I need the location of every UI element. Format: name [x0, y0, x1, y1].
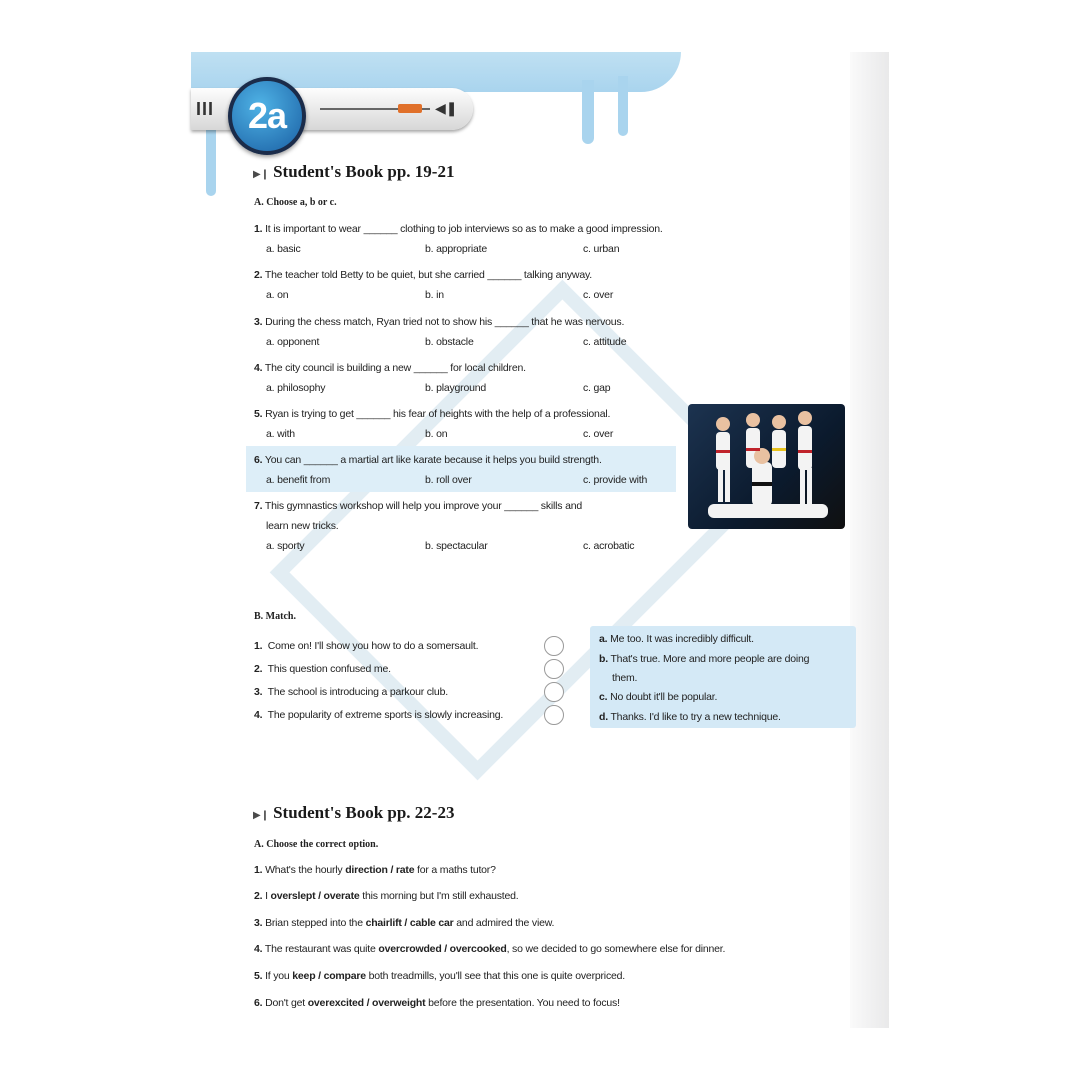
question-post: this morning but I'm still exhausted. — [359, 890, 519, 902]
page-edge-shadow — [850, 52, 889, 1028]
option-pair[interactable]: chairlift / cable car — [365, 917, 454, 929]
question — [254, 408, 610, 420]
match-text: This question confused me. — [267, 663, 391, 675]
question — [254, 864, 496, 876]
answer-circle[interactable] — [544, 659, 564, 679]
option-b[interactable]: b. playground — [425, 382, 487, 394]
option-c[interactable]: c. attitude — [583, 336, 627, 348]
question — [254, 223, 663, 235]
question-post: for a maths tutor? — [414, 864, 496, 876]
question-stem: The city council is building a new ______ for local children. — [264, 362, 526, 374]
option-b[interactable]: b. obstacle — [425, 336, 474, 348]
exercise-instruction: A. Choose a, b or c. — [254, 197, 337, 208]
match-right-item — [599, 711, 781, 723]
option-b[interactable]: b. in — [425, 289, 444, 301]
question-number: 4. — [254, 362, 263, 374]
banner-drip — [618, 76, 628, 136]
section-title-text: Student's Book pp. 22-23 — [273, 803, 455, 822]
question-pre: The restaurant was quite — [264, 943, 379, 955]
option-c[interactable]: c. over — [583, 289, 614, 301]
karate-kids-illustration — [688, 404, 845, 529]
option-a[interactable]: a. basic — [266, 243, 301, 255]
question — [254, 362, 526, 374]
question-number: 2. — [254, 890, 263, 902]
match-letter: b. — [599, 653, 608, 665]
option-pair[interactable]: keep / compare — [292, 970, 366, 982]
question-post: , so we decided to go somewhere else for dinner. — [506, 943, 726, 955]
question-pre: If you — [265, 970, 293, 982]
match-text: Me too. It was incredibly difficult. — [610, 633, 754, 645]
question-post: and admired the view. — [453, 917, 555, 929]
option-c[interactable]: c. gap — [583, 382, 611, 394]
section-title — [253, 162, 454, 182]
question-number: 5. — [254, 970, 263, 982]
match-left-item — [254, 640, 478, 652]
section-title — [253, 803, 454, 823]
option-a[interactable]: a. philosophy — [266, 382, 326, 394]
question-number: 6. — [254, 454, 263, 466]
book-audio-icon: ▶❙ — [253, 810, 270, 821]
question — [254, 970, 625, 982]
match-text: The school is introducing a parkour club. — [267, 686, 448, 698]
question-pre: What's the hourly — [265, 864, 346, 876]
option-b[interactable]: b. roll over — [425, 474, 472, 486]
option-b[interactable]: b. appropriate — [425, 243, 487, 255]
match-letter: d. — [599, 711, 608, 723]
question-pre: Don't get — [265, 997, 308, 1009]
question-number: 5. — [254, 408, 263, 420]
exercise-instruction: A. Choose the correct option. — [254, 839, 379, 850]
speaker-icon[interactable]: ◀❚ — [435, 100, 458, 116]
question-pre: Brian stepped into the — [265, 917, 366, 929]
option-b[interactable]: b. on — [425, 428, 448, 440]
option-c[interactable]: c. acrobatic — [583, 540, 635, 552]
question-number: 2. — [254, 269, 263, 281]
book-audio-icon: ▶❙ — [253, 169, 270, 180]
question-number: 3. — [254, 917, 263, 929]
question — [254, 917, 554, 929]
match-right-item — [599, 653, 809, 665]
answer-circle[interactable] — [544, 682, 564, 702]
match-right-item — [599, 691, 717, 703]
karate-kids-photo — [688, 404, 845, 529]
option-c[interactable]: c. urban — [583, 243, 620, 255]
option-a[interactable]: a. on — [266, 289, 289, 301]
match-number: 3. — [254, 686, 263, 698]
question-number: 1. — [254, 864, 263, 876]
option-c[interactable]: c. over — [583, 428, 614, 440]
question-stem: You can ______ a martial art like karate because it helps you build strength. — [264, 454, 602, 466]
match-right-item — [599, 633, 754, 645]
audio-bars-icon: III — [196, 99, 215, 119]
question-number: 6. — [254, 997, 263, 1009]
question — [254, 316, 624, 328]
banner-drip — [582, 80, 594, 144]
option-b[interactable]: b. spectacular — [425, 540, 488, 552]
question-number: 7. — [254, 500, 263, 512]
exercise-instruction: B. Match. — [254, 611, 296, 622]
match-letter: a. — [599, 633, 608, 645]
question-number: 4. — [254, 943, 263, 955]
match-text: Thanks. I'd like to try a new technique. — [610, 711, 781, 723]
question-stem: Ryan is trying to get ______ his fear of heights with the help of a professional. — [265, 408, 611, 420]
question-post: both treadmills, you'll see that this one is quite overpriced. — [365, 970, 625, 982]
question — [254, 454, 602, 466]
option-a[interactable]: a. with — [266, 428, 295, 440]
option-a[interactable]: a. benefit from — [266, 474, 331, 486]
option-pair[interactable]: overcrowded / overcooked — [378, 943, 507, 955]
question-number: 3. — [254, 316, 263, 328]
question-stem: During the chess match, Ryan tried not to show his ______ that he was nervous. — [265, 316, 625, 328]
question — [254, 890, 519, 902]
option-pair[interactable]: overexcited / overweight — [307, 997, 426, 1009]
option-a[interactable]: a. opponent — [266, 336, 320, 348]
match-text-continued: them. — [612, 672, 638, 684]
section-title-text: Student's Book pp. 19-21 — [273, 162, 455, 181]
answer-circle[interactable] — [544, 705, 564, 725]
option-pair[interactable]: direction / rate — [345, 864, 415, 876]
question-stem: The teacher told Betty to be quiet, but she carried ______ talking anyway. — [264, 269, 592, 281]
question-stem: It is important to wear ______ clothing to job interviews so as to make a good impression. — [265, 223, 663, 235]
question-pre: I — [265, 890, 271, 902]
question — [254, 269, 592, 281]
match-text: Come on! I'll show you how to do a somersault. — [267, 640, 479, 652]
question-post: before the presentation. You need to focus! — [425, 997, 620, 1009]
unit-badge: 2a — [228, 77, 306, 155]
match-left-item — [254, 663, 391, 675]
question — [254, 500, 582, 512]
question — [254, 997, 620, 1009]
match-left-item — [254, 686, 448, 698]
match-text: That's true. More and more people are doing — [610, 653, 810, 665]
question-number: 1. — [254, 223, 263, 235]
match-text: No doubt it'll be popular. — [610, 691, 718, 703]
question-stem: This gymnastics workshop will help you improve your ______ skills and — [264, 500, 582, 512]
match-number: 2. — [254, 663, 263, 675]
option-pair[interactable]: overslept / overate — [270, 890, 360, 902]
question — [254, 943, 725, 955]
match-number: 4. — [254, 709, 263, 721]
option-c[interactable]: c. provide with — [583, 474, 648, 486]
match-text: The popularity of extreme sports is slowly increasing. — [267, 709, 504, 721]
match-letter: c. — [599, 691, 608, 703]
answer-circle[interactable] — [544, 636, 564, 656]
question-stem-continued: learn new tricks. — [266, 520, 339, 532]
option-a[interactable]: a. sporty — [266, 540, 305, 552]
audio-slider-knob[interactable] — [398, 104, 422, 113]
match-left-item — [254, 709, 503, 721]
match-number: 1. — [254, 640, 263, 652]
